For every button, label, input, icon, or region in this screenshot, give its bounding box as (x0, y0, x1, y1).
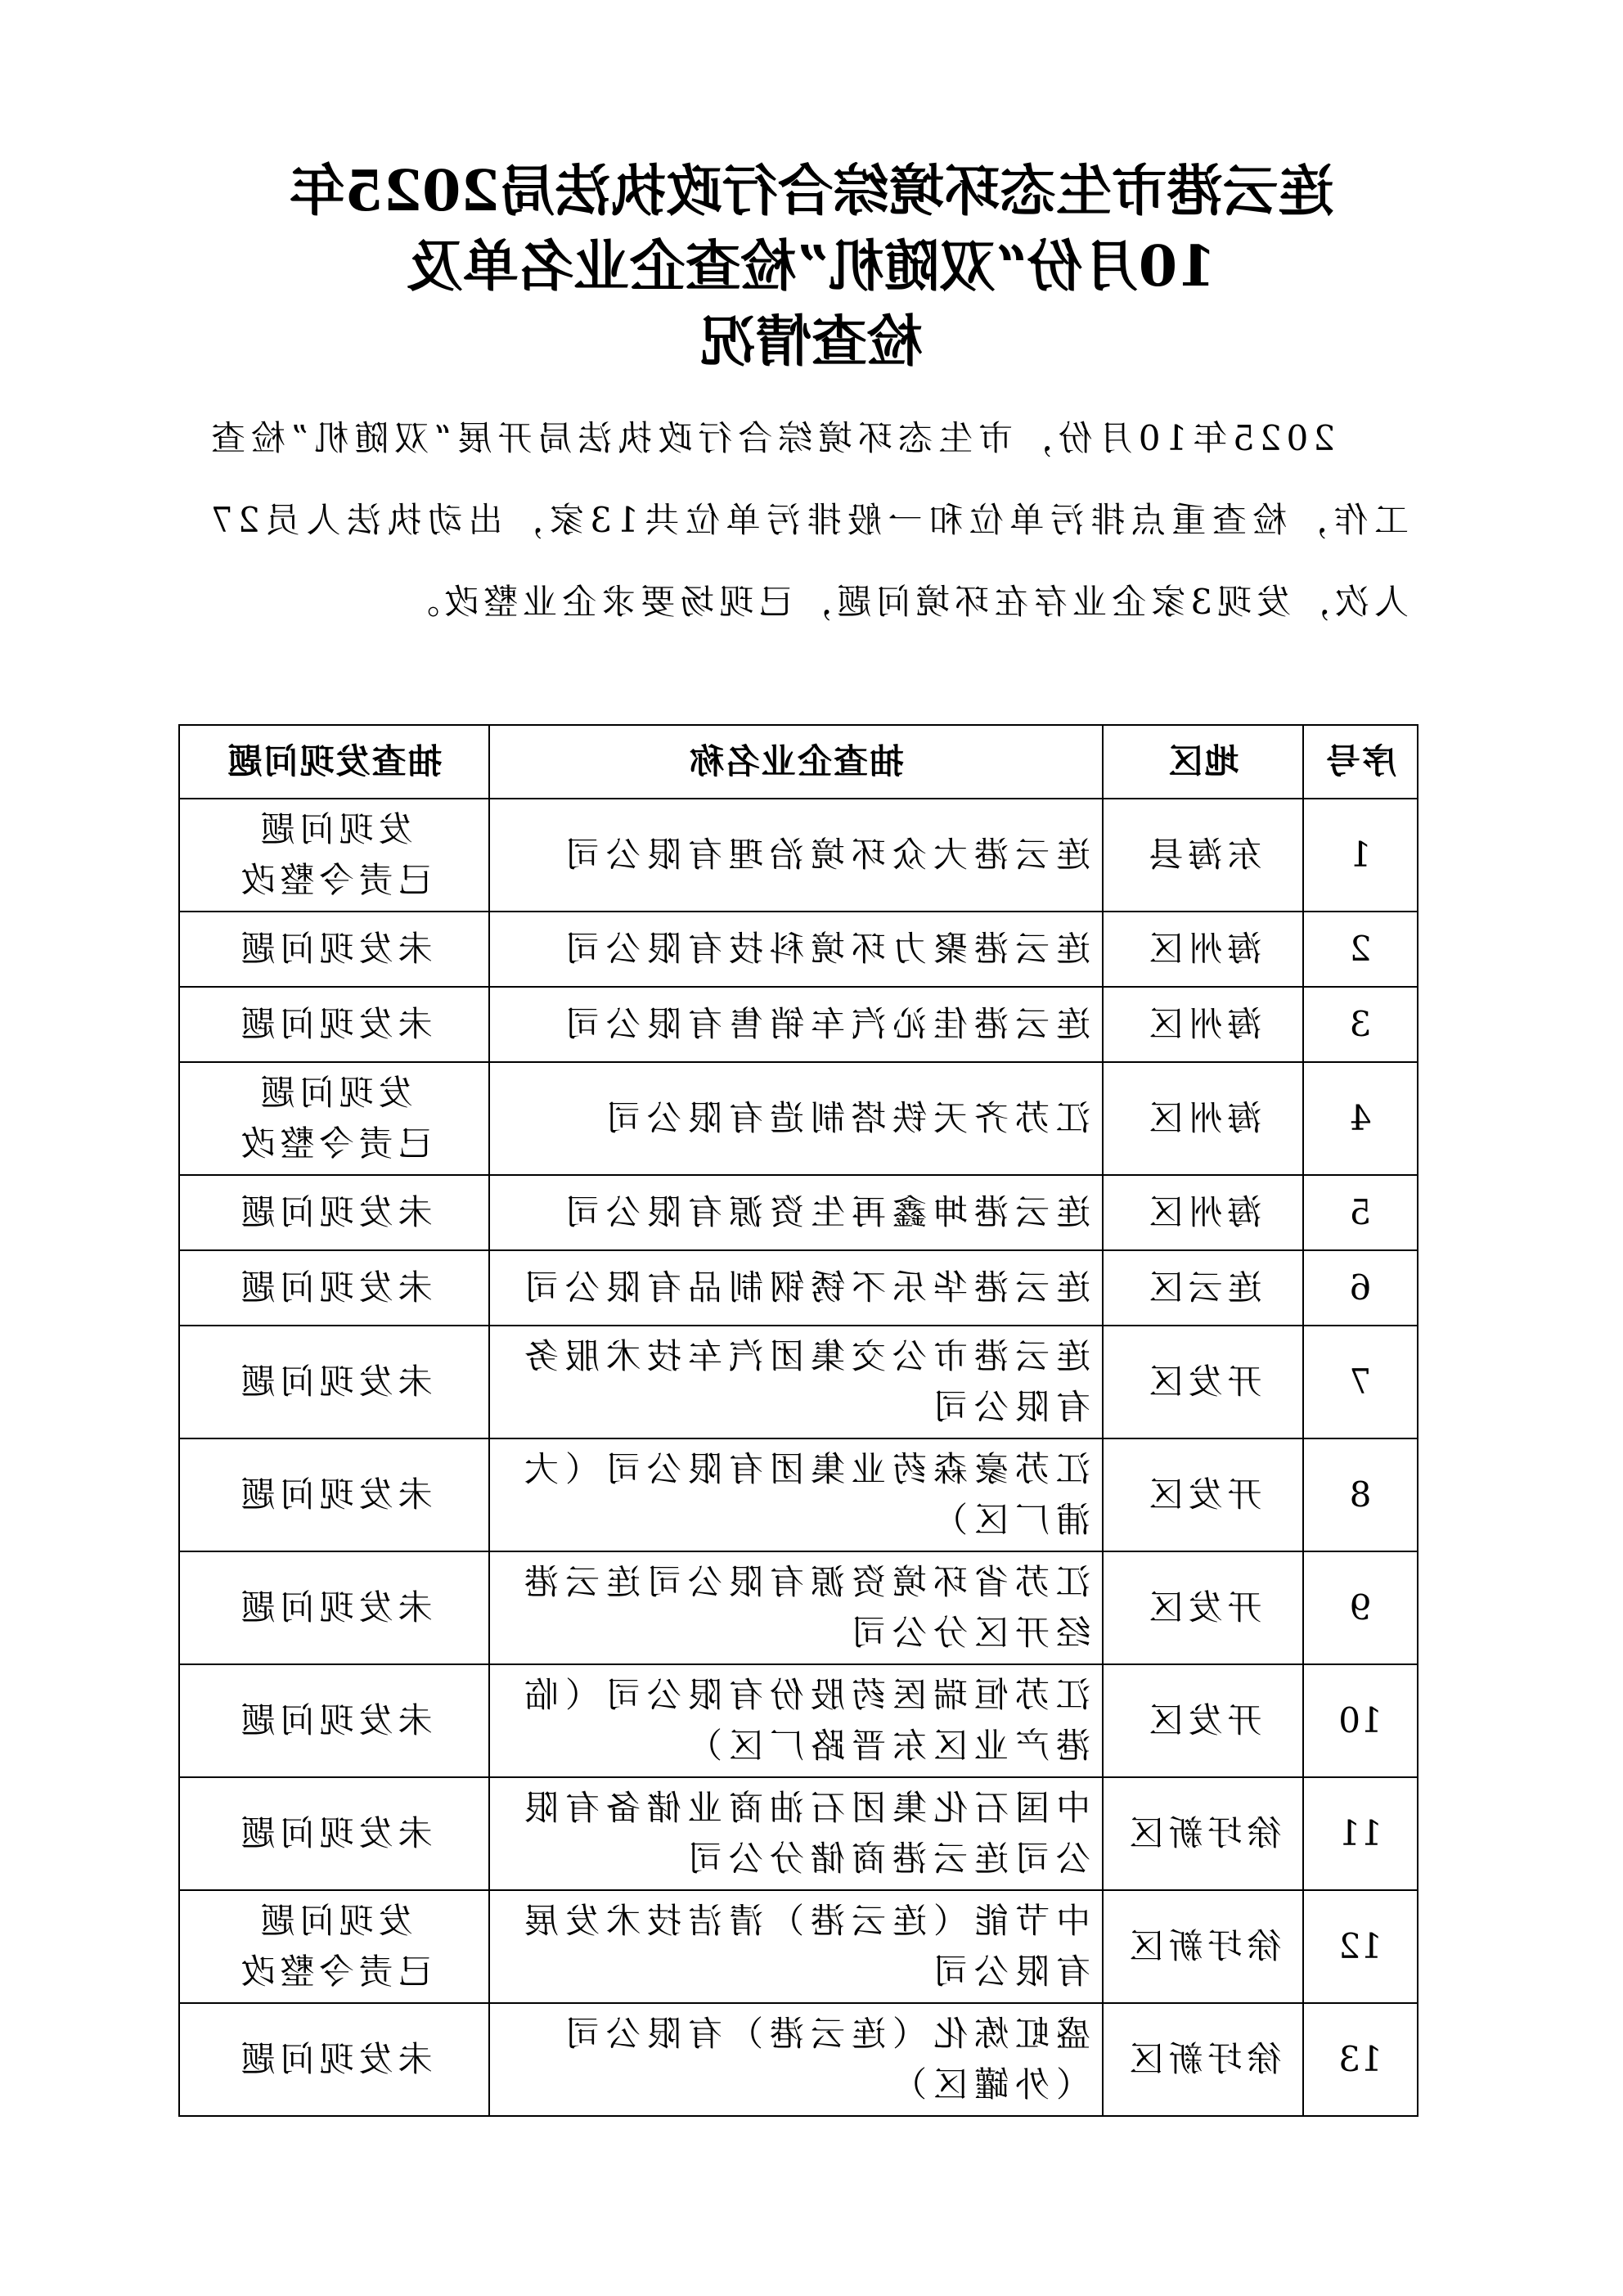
result-line-1: 发现问题 (255, 1073, 413, 1113)
cell-company: 盛虹炼化（连云港）有限公司（外罐区） (489, 2003, 1103, 2116)
table-row (179, 1664, 1418, 1777)
cell-result (179, 1062, 489, 1175)
cell-region: 东海县 (1103, 799, 1303, 912)
cell-result: 未发现问题 (179, 1175, 489, 1250)
result-line-2: 已责令整改 (236, 860, 433, 900)
cell-company: 江苏豪森药业集团有限公司（大浦厂区） (489, 1438, 1103, 1551)
cell-region: 开发区 (1103, 1326, 1303, 1438)
cell-company: 江苏恒瑞医药股份有限公司（临港产业区东晋路厂区） (489, 1664, 1103, 1777)
table-row (179, 1062, 1418, 1175)
cell-region: 徐圩新区 (1103, 2003, 1303, 2116)
cell-result: 未发现问题 (179, 1777, 489, 1890)
document-title (0, 154, 1623, 380)
cell-no: 11 (1303, 1777, 1418, 1890)
table-row (179, 1438, 1418, 1551)
table-row (179, 1326, 1418, 1438)
inspection-table (178, 724, 1418, 2117)
intro-paragraph (206, 398, 1409, 643)
cell-no: 6 (1303, 1250, 1418, 1326)
cell-region: 海州区 (1103, 1062, 1303, 1175)
cell-region: 开发区 (1103, 1664, 1303, 1777)
cell-result: 未发现问题 (179, 1250, 489, 1326)
intro-text: 2025年10月份，市生态环境综合行政执法局开展“双随机”检查工作，检查重点排污单位和一般排污单位共13家，出动执法人员27人次，发现3家企业存在环境问题，已现场要求企业整改。 (206, 418, 1409, 622)
cell-result: 未发现问题 (179, 1438, 489, 1551)
cell-no: 4 (1303, 1062, 1418, 1175)
cell-region: 海州区 (1103, 1175, 1303, 1250)
result-line-1: 发现问题 (255, 809, 413, 849)
cell-company: 江苏省环境资源有限公司连云港经开区分公司 (489, 1551, 1103, 1664)
header-region: 地区 (1103, 725, 1303, 799)
result-line-2: 已责令整改 (236, 1952, 433, 1992)
cell-no: 7 (1303, 1326, 1418, 1438)
cell-region: 连云区 (1103, 1250, 1303, 1326)
cell-region: 海州区 (1103, 912, 1303, 987)
cell-region: 徐圩新区 (1103, 1777, 1303, 1890)
cell-company: 中国石化集团石油商业储备有限公司连云港商储分公司 (489, 1777, 1103, 1890)
table-row (179, 1777, 1418, 1890)
cell-result: 未发现问题 (179, 1551, 489, 1664)
cell-result (179, 1890, 489, 2003)
cell-no: 10 (1303, 1664, 1418, 1777)
cell-region: 海州区 (1103, 987, 1303, 1062)
cell-company: 连云港华乐不锈钢制品有限公司 (489, 1250, 1103, 1326)
header-no: 序号 (1303, 725, 1418, 799)
cell-result: 未发现问题 (179, 912, 489, 987)
title-line-1: 连云港市生态环境综合行政执法局2025年 (289, 159, 1334, 224)
cell-no: 12 (1303, 1890, 1418, 2003)
cell-no: 9 (1303, 1551, 1418, 1664)
cell-no: 5 (1303, 1175, 1418, 1250)
table-row (179, 987, 1418, 1062)
table-row (179, 1250, 1418, 1326)
cell-region: 徐圩新区 (1103, 1890, 1303, 2003)
table-row (179, 2003, 1418, 2116)
cell-no: 2 (1303, 912, 1418, 987)
result-line-2: 已责令整改 (236, 1123, 433, 1164)
cell-result (179, 799, 489, 912)
cell-region: 开发区 (1103, 1551, 1303, 1664)
cell-company: 连云港佳沁汽车销售有限公司 (489, 987, 1103, 1062)
table-row (179, 1551, 1418, 1664)
cell-no: 3 (1303, 987, 1418, 1062)
cell-company: 中节能（连云港）清洁技术发展有限公司 (489, 1890, 1103, 2003)
cell-result: 未发现问题 (179, 1664, 489, 1777)
table-row (179, 1890, 1418, 2003)
result-line-1: 发现问题 (255, 1901, 413, 1941)
cell-company: 江苏齐天铁塔制造有限公司 (489, 1062, 1103, 1175)
title-line-2: 10月份“双随机”检查企业名单及 (407, 234, 1216, 299)
table-row (179, 1175, 1418, 1250)
table-row (179, 912, 1418, 987)
cell-region: 开发区 (1103, 1438, 1303, 1551)
cell-result: 未发现问题 (179, 2003, 489, 2116)
title-line-3: 检查情况 (700, 309, 924, 375)
header-company: 抽查企业名称 (489, 725, 1103, 799)
cell-company: 连云港聚力环境科技有限公司 (489, 912, 1103, 987)
header-result: 抽查发现问题 (179, 725, 489, 799)
cell-company: 连云港市公交集团汽车技术服务有限公司 (489, 1326, 1103, 1438)
cell-no: 8 (1303, 1438, 1418, 1551)
cell-result: 未发现问题 (179, 987, 489, 1062)
cell-no: 13 (1303, 2003, 1418, 2116)
cell-company: 连云港大众环境治理有限公司 (489, 799, 1103, 912)
table-header-row (179, 725, 1418, 799)
cell-company: 连云港坤鑫再生资源有限公司 (489, 1175, 1103, 1250)
cell-no: 1 (1303, 799, 1418, 912)
table-row (179, 799, 1418, 912)
cell-result: 未发现问题 (179, 1326, 489, 1438)
